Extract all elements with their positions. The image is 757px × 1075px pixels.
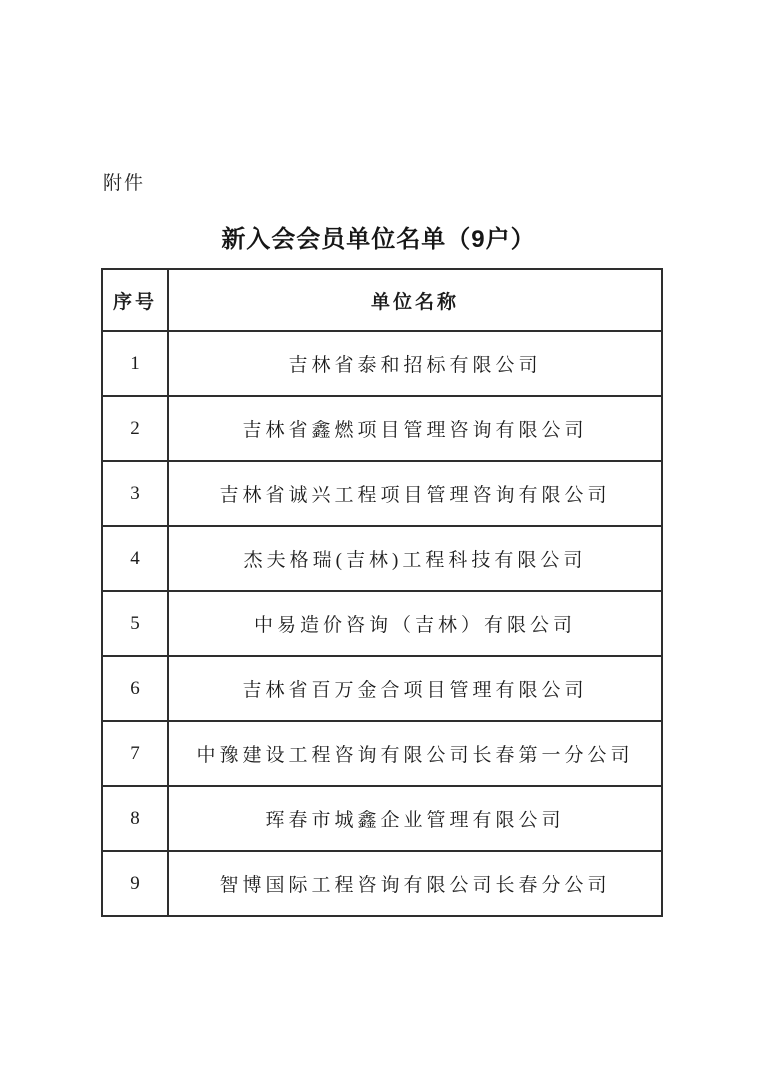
table-row [102, 591, 662, 656]
company-name-cell: 珲春市城鑫企业管理有限公司 [168, 786, 662, 851]
table-header-row [102, 269, 662, 331]
row-number-cell: 3 [102, 461, 168, 526]
table-row [102, 721, 662, 786]
row-number-cell: 5 [102, 591, 168, 656]
company-name-cell: 吉林省鑫燃项目管理咨询有限公司 [168, 396, 662, 461]
table-row [102, 331, 662, 396]
attachment-label: 附件 [103, 173, 146, 194]
table-row [102, 526, 662, 591]
row-number-cell: 7 [102, 721, 168, 786]
row-number-cell: 8 [102, 786, 168, 851]
table-row [102, 851, 662, 916]
company-name-cell: 智博国际工程咨询有限公司长春分公司 [168, 851, 662, 916]
company-name-cell: 中易造价咨询（吉林）有限公司 [168, 591, 662, 656]
table-row [102, 656, 662, 721]
table-row [102, 786, 662, 851]
company-name-cell: 杰夫格瑞(吉林)工程科技有限公司 [168, 526, 662, 591]
row-number-cell: 2 [102, 396, 168, 461]
header-serial-number: 序号 [102, 269, 168, 331]
member-units-table [101, 268, 663, 917]
company-name-cell: 中豫建设工程咨询有限公司长春第一分公司 [168, 721, 662, 786]
row-number-cell: 6 [102, 656, 168, 721]
table-row [102, 461, 662, 526]
page-title: 新入会会员单位名单（9户） [221, 226, 536, 253]
company-name-cell: 吉林省诚兴工程项目管理咨询有限公司 [168, 461, 662, 526]
table-row [102, 396, 662, 461]
row-number-cell: 4 [102, 526, 168, 591]
row-number-cell: 1 [102, 331, 168, 396]
row-number-cell: 9 [102, 851, 168, 916]
company-name-cell: 吉林省百万金合项目管理有限公司 [168, 656, 662, 721]
header-unit-name: 单位名称 [168, 269, 662, 331]
company-name-cell: 吉林省泰和招标有限公司 [168, 331, 662, 396]
